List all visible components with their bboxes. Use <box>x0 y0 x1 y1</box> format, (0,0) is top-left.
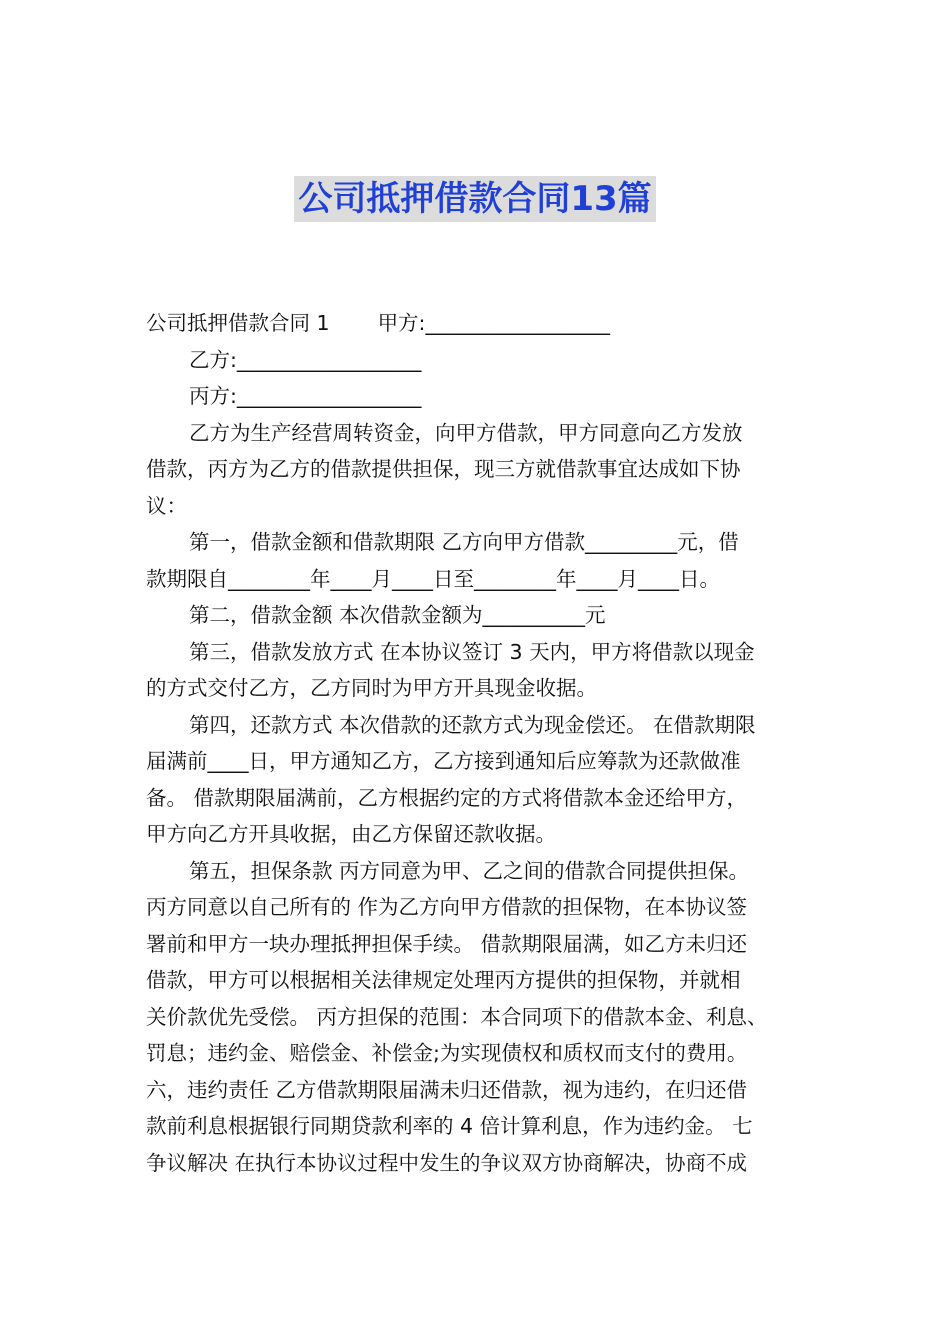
text-line <box>146 853 808 890</box>
text-line-content: 六，违约责任 乙方借款期限届满未归还借款，视为违约，在归还借 <box>146 1077 748 1102</box>
text-line <box>146 1072 808 1109</box>
text-line <box>146 707 808 744</box>
text-line-content: 乙方为生产经营周转资金，向甲方借款，甲方同意向乙方发放 <box>189 420 743 445</box>
text-line-content: 关价款优先受偿。 丙方担保的范围：本合同项下的借款本金、利息、 <box>146 1004 768 1029</box>
text-line-content: 丙方:__________________ <box>189 384 422 408</box>
text-line <box>146 597 808 634</box>
text-line <box>146 415 808 452</box>
text-line-content: 甲方向乙方开具收据，由乙方保留还款收据。 <box>146 822 556 846</box>
text-line <box>146 634 808 671</box>
text-line-content: 议： <box>146 493 187 518</box>
text-line <box>146 451 808 488</box>
text-line <box>146 488 808 525</box>
text-line-content: 备。 借款期限届满前，乙方根据约定的方式将借款本金还给甲方， <box>146 785 748 810</box>
text-line <box>146 780 808 817</box>
text-line <box>146 816 808 853</box>
text-line-content: 第四，还款方式 本次借款的还款方式为现金偿还。 在借款期限 <box>189 712 756 737</box>
text-line <box>146 1035 808 1072</box>
text-line-content: 款期限自________年____月____日至________年____月____日。 <box>146 566 720 591</box>
text-line <box>146 1145 808 1182</box>
text-line-content: 借款，甲方可以根据相关法律规定处理丙方提供的担保物，并就相 <box>146 968 741 992</box>
text-line-content: 借款，丙方为乙方的借款提供担保，现三方就借款事宜达成如下协 <box>146 457 741 481</box>
text-line-content: 罚息；违约金、赔偿金、补偿金;为实现债权和质权而支付的费用。 <box>146 1041 748 1065</box>
text-line <box>146 670 808 707</box>
text-line <box>146 926 808 963</box>
text-line-content: 第二，借款金额 本次借款金额为__________元 <box>189 603 606 627</box>
text-line-content: 争议解决 在执行本协议过程中发生的争议双方协商解决，协商不成 <box>146 1150 748 1175</box>
text-line <box>146 889 808 926</box>
document-title: 公司抵押借款合同13篇 <box>294 176 655 222</box>
text-line-content: 届满前____日，甲方通知乙方，乙方接到通知后应筹款为还款做准 <box>146 749 741 773</box>
text-line <box>146 305 808 342</box>
text-line <box>146 1108 808 1145</box>
text-line-content: 的方式交付乙方，乙方同时为甲方开具现金收据。 <box>146 676 597 700</box>
text-line <box>146 743 808 780</box>
text-line-content: 丙方同意以自己所有的 作为乙方向甲方借款的担保物，在本协议签 <box>146 895 748 919</box>
text-line <box>146 561 808 598</box>
document-body <box>146 305 808 1181</box>
title-area <box>0 176 950 222</box>
text-line-content: 乙方:__________________ <box>189 347 422 372</box>
text-line <box>146 378 808 415</box>
text-line-content: 署前和甲方一块办理抵押担保手续。 借款期限届满，如乙方未归还 <box>146 931 748 956</box>
text-line-content: 第一，借款金额和借款期限 乙方向甲方借款_________元，借 <box>189 530 739 554</box>
text-line <box>146 524 808 561</box>
text-line-content: 第五，担保条款 丙方同意为甲、乙之间的借款合同提供担保。 <box>189 858 750 883</box>
text-line-content: 第三，借款发放方式 在本协议签订 3 天内，甲方将借款以现金 <box>189 639 755 664</box>
text-line-content: 公司抵押借款合同 1 <box>146 311 330 335</box>
party-a-field: 甲方:__________________ <box>377 311 610 335</box>
text-line <box>146 999 808 1036</box>
text-line <box>146 342 808 379</box>
text-line-content: 款前利息根据银行同期贷款利率的 4 倍计算利息，作为违约金。 七 <box>146 1114 753 1138</box>
text-line <box>146 962 808 999</box>
